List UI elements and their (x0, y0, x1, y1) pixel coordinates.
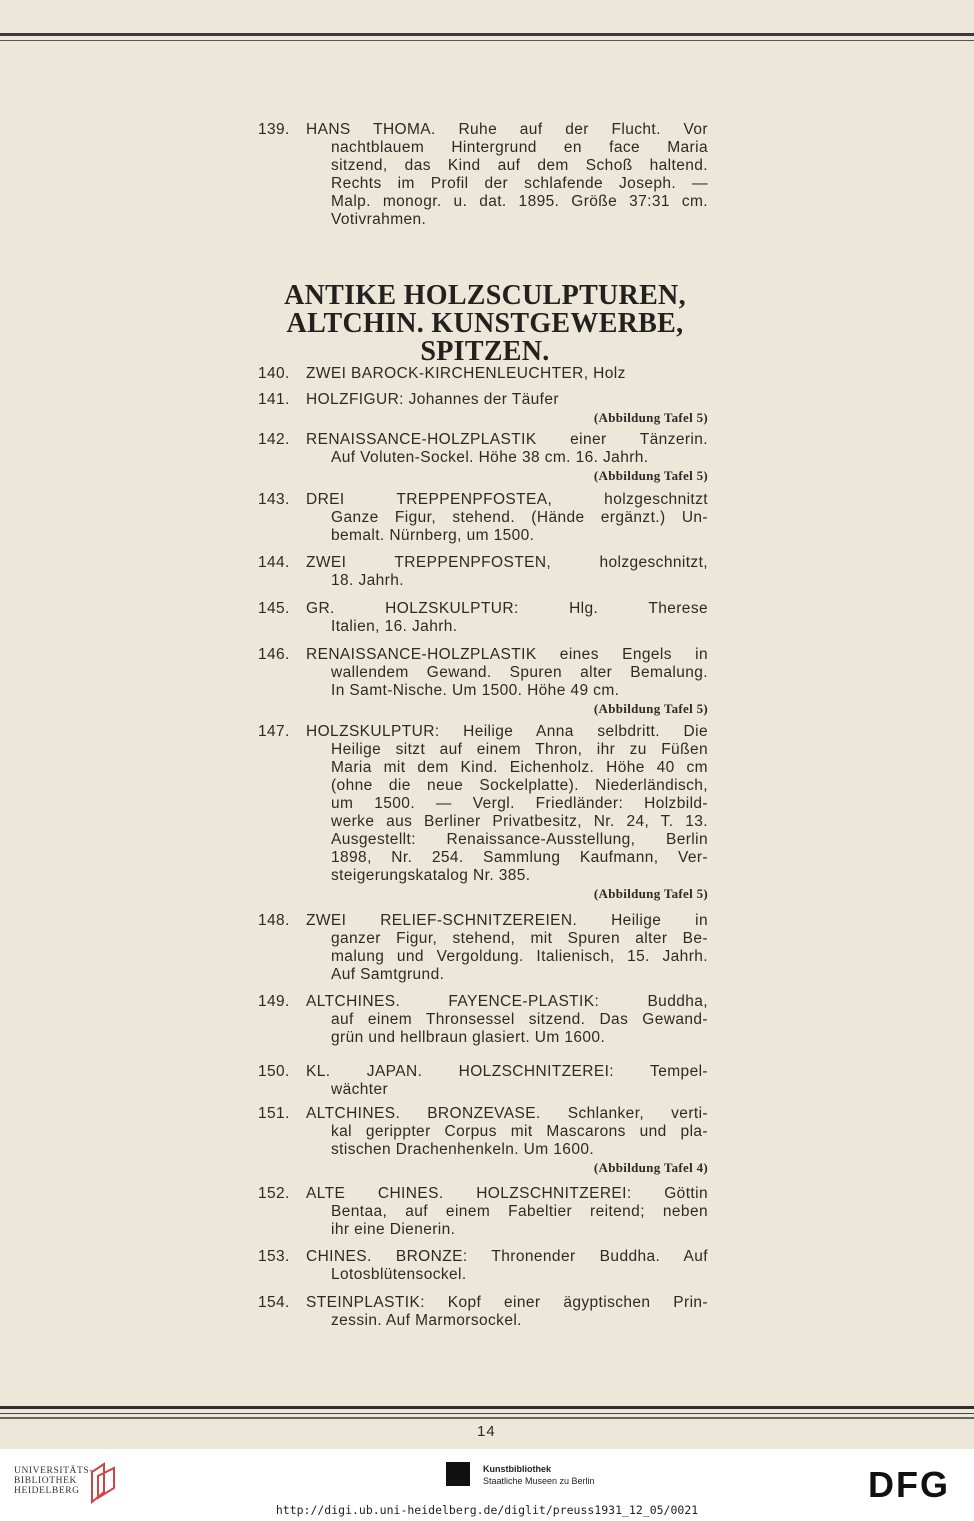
heading-line: SPITZEN. (420, 336, 550, 367)
entry-number: 151. (258, 1105, 290, 1122)
entry-text-line: zessin. Auf Marmorsockel. (331, 1312, 522, 1329)
entry-number: 140. (258, 365, 290, 382)
entry-title-line: ZWEI TREPPENPFOSTEN, holzgeschnitzt, (306, 554, 708, 571)
kunstbibliothek-logo-icon (446, 1462, 470, 1486)
entry-number: 145. (258, 600, 290, 617)
entry-text-line: bemalt. Nürnberg, um 1500. (331, 527, 535, 544)
entry-number: 141. (258, 391, 290, 408)
entry-title-line: ZWEI BAROCK-KIRCHENLEUCHTER, Holz (306, 365, 626, 382)
entry-number: 142. (258, 431, 290, 448)
kunstbibliothek-subtitle: Staatliche Museen zu Berlin (483, 1476, 595, 1486)
entry-title-line: DREI TREPPENPFOSTEA, holzgeschnitzt (306, 491, 708, 508)
entry-text-line: Votivrahmen. (331, 211, 427, 228)
entry-text-line: Heilige sitzt auf einem Thron, ihr zu Füßen (331, 741, 708, 758)
illustration-reference: (Abbildung Tafel 4) (593, 1160, 708, 1175)
entry-text-line: 1898, Nr. 254. Sammlung Kaufmann, Ver- (331, 849, 708, 866)
top-rule (0, 33, 974, 36)
university-logo-line: BIBLIOTHEK (14, 1476, 77, 1486)
university-emblem-icon (88, 1462, 118, 1504)
entry-text-line: steigerungskatalog Nr. 385. (331, 867, 531, 884)
entry-text-line: grün und hellbraun glasiert. Um 1600. (331, 1029, 606, 1046)
entry-text-line: ihr eine Dienerin. (331, 1221, 456, 1238)
entry-title-line: ALTCHINES. FAYENCE-PLASTIK: Buddha, (306, 993, 708, 1010)
entry-text-line: Auf Voluten-Sockel. Höhe 38 cm. 16. Jahrh. (331, 449, 649, 466)
entry-number: 144. (258, 554, 290, 571)
entry-title-line: GR. HOLZSKULPTUR: Hlg. Therese (306, 600, 708, 617)
entry-text-line: Rechts im Profil der schlafende Joseph. — (331, 175, 708, 192)
entry-number: 154. (258, 1294, 290, 1311)
entry-number: 146. (258, 646, 290, 663)
entry-text-line: werke aus Berliner Privatbesitz, Nr. 24, T. 13. (331, 813, 708, 830)
entry-text-line: Maria mit dem Kind. Eichenholz. Höhe 40 cm (331, 759, 708, 776)
entry-text-line: Bentaa, auf einem Fabeltier reitend; neben (331, 1203, 708, 1220)
entry-title-line: HANS THOMA. Ruhe auf der Flucht. Vor (306, 121, 708, 138)
entry-text-line: (ohne die neue Sockelplatte). Niederländisch, (331, 777, 708, 794)
entry-title-line: ALTE CHINES. HOLZSCHNITZEREI: Göttin (306, 1185, 708, 1202)
entry-text-line: Italien, 16. Jahrh. (331, 618, 458, 635)
bottom-rule (0, 1406, 974, 1409)
entry-number: 152. (258, 1185, 290, 1202)
heading-line: ALTCHIN. KUNSTGEWERBE, (286, 308, 684, 339)
entry-text-line: Malp. monogr. u. dat. 1895. Größe 37:31 cm. (331, 193, 708, 210)
entry-text-line: stischen Drachenhenkeln. Um 1600. (331, 1141, 595, 1158)
section-heading (250, 282, 720, 366)
entry-text-line: wächter (331, 1081, 389, 1098)
entry-text-line: sitzend, das Kind auf dem Schoß haltend. (331, 157, 708, 174)
university-logo-line: UNIVERSITÄTS- (14, 1466, 94, 1476)
top-rule-thin (0, 40, 974, 41)
entry-number: 143. (258, 491, 290, 508)
illustration-reference: (Abbildung Tafel 5) (593, 701, 708, 716)
entry-number: 149. (258, 993, 290, 1010)
illustration-reference: (Abbildung Tafel 5) (593, 410, 708, 425)
bottom-rule-thin (0, 1413, 974, 1414)
kunstbibliothek-name: Kunstbibliothek (483, 1464, 551, 1474)
dfg-logo[interactable]: DFG (868, 1464, 950, 1505)
entry-text-line: In Samt-Nische. Um 1500. Höhe 49 cm. (331, 682, 620, 699)
entry-text-line: Ausgestellt: Renaissance-Ausstellung, Berlin (331, 831, 708, 848)
entry-text-line: wallendem Gewand. Spuren alter Bemalung. (331, 664, 708, 681)
entry-text-line: um 1500. — Vergl. Friedländer: Holzbild- (331, 795, 708, 812)
entry-title-line: RENAISSANCE-HOLZPLASTIK einer Tänzerin. (306, 431, 708, 448)
heading-line: ANTIKE HOLZSCULPTUREN, (284, 280, 686, 311)
entry-title-line: RENAISSANCE-HOLZPLASTIK eines Engels in (306, 646, 708, 663)
entry-title-line: KL. JAPAN. HOLZSCHNITZEREI: Tempel- (306, 1063, 708, 1080)
entry-number: 148. (258, 912, 290, 929)
bottom-rule-thin (0, 1417, 974, 1419)
entry-text-line: Lotosblütensockel. (331, 1266, 467, 1283)
entry-text-line: Ganze Figur, stehend. (Hände ergänzt.) Un- (331, 509, 708, 526)
page-url[interactable]: http://digi.ub.uni-heidelberg.de/diglit/preuss1931_12_05/0021 (275, 1503, 699, 1517)
entry-number: 153. (258, 1248, 290, 1265)
illustration-reference: (Abbildung Tafel 5) (593, 468, 708, 483)
university-library-logo[interactable] (14, 1466, 93, 1496)
entry-title-line: ZWEI RELIEF-SCHNITZEREIEN. Heilige in (306, 912, 708, 929)
entry-text-line: kal gerippter Corpus mit Mascarons und pla- (331, 1123, 708, 1140)
entry-text-line: 18. Jahrh. (331, 572, 404, 589)
entry-text-line: ganzer Figur, stehend, mit Spuren alter Be- (331, 930, 708, 947)
entry-text-line: Auf Samtgrund. (331, 966, 445, 983)
page-number: 14 (477, 1423, 496, 1440)
entry-number: 147. (258, 723, 290, 740)
illustration-reference: (Abbildung Tafel 5) (593, 886, 708, 901)
entry-text-line: malung und Vergoldung. Italienisch, 15. Jahrh. (331, 948, 708, 965)
entry-title-line: CHINES. BRONZE: Thronender Buddha. Auf (306, 1248, 708, 1265)
kunstbibliothek-label[interactable] (483, 1463, 595, 1487)
entry-title-line: HOLZSKULPTUR: Heilige Anna selbdritt. Die (306, 723, 708, 740)
entry-title-line: STEINPLASTIK: Kopf einer ägyptischen Prin- (306, 1294, 708, 1311)
entry-number: 139. (258, 121, 290, 138)
entry-text-line: nachtblauem Hintergrund en face Maria (331, 139, 708, 156)
university-logo-line: HEIDELBERG (14, 1486, 80, 1496)
viewer-footer (0, 1449, 974, 1521)
entry-text-line: auf einem Thronsessel sitzend. Das Gewand- (331, 1011, 708, 1028)
entry-number: 150. (258, 1063, 290, 1080)
entry-title-line: ALTCHINES. BRONZEVASE. Schlanker, verti- (306, 1105, 708, 1122)
entry-title-line: HOLZFIGUR: Johannes der Täufer (306, 391, 559, 408)
